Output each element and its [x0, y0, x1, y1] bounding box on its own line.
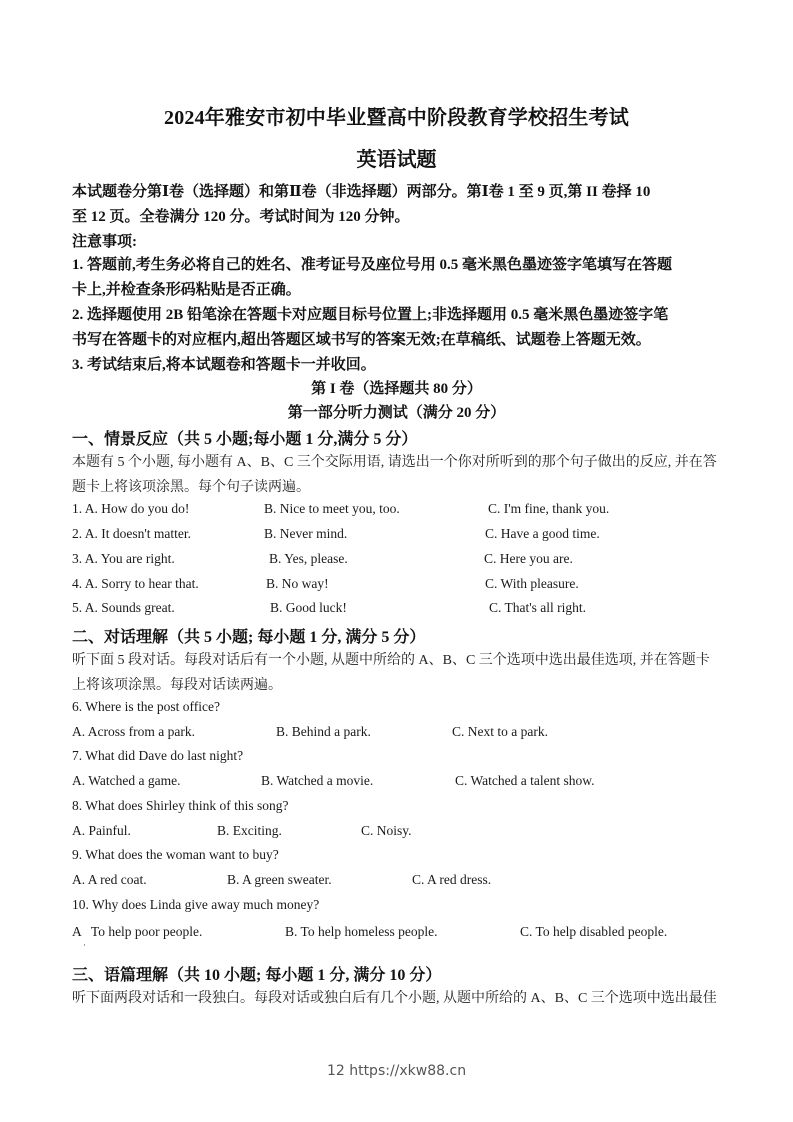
- notice-item-2: 2. 选择题使用 2B 铅笔涂在答题卡对应题目标号位置上;非选择题用 0.5 毫米黑色墨迹签字笔: [72, 307, 669, 323]
- notice-item-1-cont: 卡上,并检查条形码粘贴是否正确。: [72, 282, 301, 298]
- q7-question: 7. What did Dave do last night?: [72, 748, 244, 763]
- notice-item-1: 1. 答题前,考生务必将自己的姓名、准考证号及座位号用 0.5 毫米黑色墨迹签字笔填写在答题: [72, 257, 673, 273]
- q4-option-c: C. With pleasure.: [485, 576, 579, 591]
- q6-option-b: B. Behind a park.: [276, 724, 371, 739]
- section2-instructions-1: 听下面 5 段对话。每段对话后有一个小题, 从题中所给的 A、B、C 三个选项中选出最佳选项, 并在答题卡: [72, 653, 710, 668]
- part-heading: 第一部分听力测试（满分 20 分）: [287, 405, 506, 421]
- section2-heading: 二、对话理解（共 5 小题; 每小题 1 分, 满分 5 分）: [72, 629, 426, 646]
- q1-option-c: C. I'm fine, thank you.: [488, 501, 610, 516]
- q9-option-a: A. A red coat.: [72, 872, 147, 887]
- q6-option-c: C. Next to a park.: [452, 724, 548, 739]
- q4-option-a: 4. A. Sorry to hear that.: [72, 576, 199, 591]
- section3-heading: 三、语篇理解（共 10 小题; 每小题 1 分, 满分 10 分）: [72, 967, 442, 984]
- q9-question: 9. What does the woman want to buy?: [72, 847, 279, 862]
- q10-option-b: B. To help homeless people.: [285, 924, 438, 939]
- q2-option-c: C. Have a good time.: [485, 526, 600, 541]
- q3-option-a: 3. A. You are right.: [72, 551, 175, 566]
- q3-option-c: C. Here you are.: [484, 551, 573, 566]
- intro-line-1: 本试题卷分第Ⅰ卷（选择题）和第Ⅱ卷（非选择题）两部分。第Ⅰ卷 1 至 9 页,第 II 卷择 10: [72, 184, 651, 200]
- exam-title: 2024年雅安市初中毕业暨高中阶段教育学校招生考试: [164, 107, 629, 129]
- section1-instructions-2: 题卡上将该项涂黑。每个句子读两遍。: [72, 480, 310, 495]
- q10-question: 10. Why does Linda give away much money?: [72, 897, 320, 912]
- section1-heading: 一、情景反应（共 5 小题;每小题 1 分,满分 5 分）: [72, 431, 418, 448]
- notice-item-3: 3. 考试结束后,将本试题卷和答题卡一并收回。: [72, 357, 376, 373]
- q6-question: 6. Where is the post office?: [72, 699, 220, 714]
- q1-option-b: B. Nice to meet you, too.: [264, 501, 400, 516]
- q7-option-c: C. Watched a talent show.: [455, 773, 595, 788]
- q8-question: 8. What does Shirley think of this song?: [72, 798, 289, 813]
- notice-heading: 注意事项:: [72, 234, 137, 250]
- q5-option-a: 5. A. Sounds great.: [72, 600, 175, 615]
- q8-option-a: A. Painful.: [72, 823, 131, 838]
- q7-option-a: A. Watched a game.: [72, 773, 181, 788]
- q5-option-b: B. Good luck!: [270, 600, 347, 615]
- q8-option-c: C. Noisy.: [361, 823, 412, 838]
- q2-option-a: 2. A. It doesn't matter.: [72, 526, 192, 541]
- q5-option-c: C. That's all right.: [489, 600, 587, 615]
- q9-option-c: C. A red dress.: [412, 872, 492, 887]
- intro-line-2: 至 12 页。全卷满分 120 分。考试时间为 120 分钟。: [72, 209, 410, 225]
- section2-instructions-2: 上将该项涂黑。每段对话读两遍。: [72, 678, 282, 693]
- q9-option-b: B. A green sweater.: [227, 872, 332, 887]
- q3-option-b: B. Yes, please.: [269, 551, 348, 566]
- scan-speck: [84, 944, 85, 946]
- notice-item-2-cont: 书写在答题卡的对应框内,超出答题区域书写的答案无效;在草稿纸、试题卷上答题无效。: [72, 332, 651, 348]
- q10-option-c: C. To help disabled people.: [520, 924, 668, 939]
- q2-option-b: B. Never mind.: [264, 526, 348, 541]
- page-footer: 12 https://xkw88.cn: [326, 1063, 467, 1079]
- q10-option-a: A To help poor people.: [72, 924, 203, 939]
- q8-option-b: B. Exciting.: [217, 823, 282, 838]
- section3-instructions-1: 听下面两段对话和一段独白。每段对话或独白后有几个小题, 从题中所给的 A、B、C 三个选项中选出最佳: [72, 991, 717, 1006]
- q1-option-a: 1. A. How do you do!: [72, 501, 190, 516]
- exam-subtitle: 英语试题: [356, 149, 437, 171]
- q7-option-b: B. Watched a movie.: [261, 773, 374, 788]
- volume-heading: 第 I 卷（选择题共 80 分）: [311, 381, 482, 397]
- q6-option-a: A. Across from a park.: [72, 724, 195, 739]
- q4-option-b: B. No way!: [266, 576, 329, 591]
- section1-instructions-1: 本题有 5 个小题, 每小题有 A、B、C 三个交际用语, 请选出一个你对所听到的那个句子做出的反应, 并在答: [72, 455, 717, 470]
